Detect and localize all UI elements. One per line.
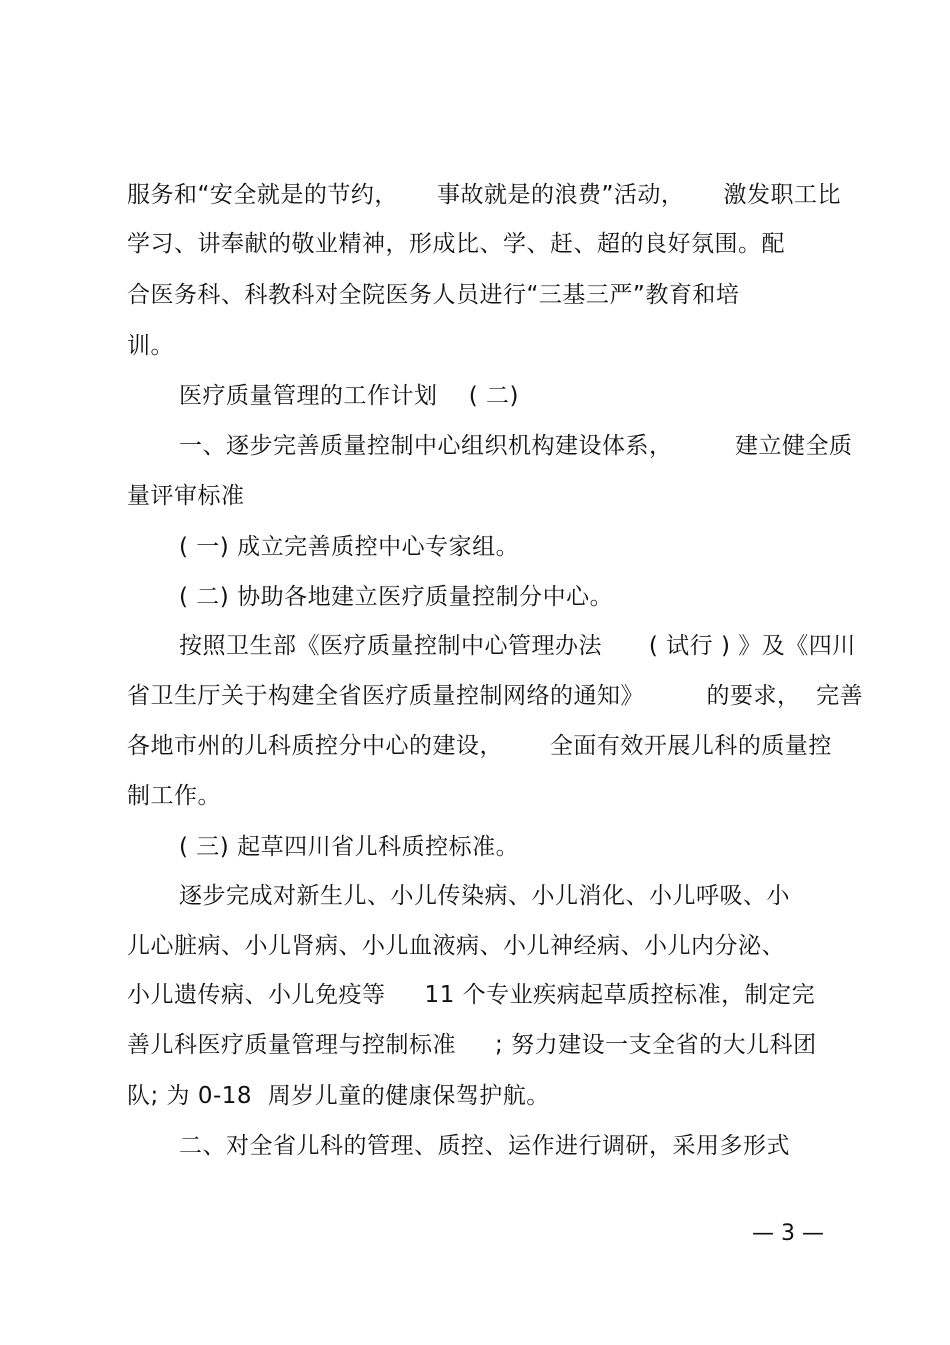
text-line-14: ( 三) 起草四川省儿科质控标准。	[179, 834, 520, 860]
text-line-4: 训。	[127, 333, 174, 359]
text-line-11: 省卫生厅关于构建全省医疗质量控制网络的通知》 的要求， 完善	[127, 683, 864, 709]
text-line-8: ( 一) 成立完善质控中心专家组。	[179, 534, 520, 560]
text-line-17: 小儿遗传病、小儿免疫等 11 个专业疾病起草质控标准，制定完	[127, 982, 816, 1008]
text-line-19: 队; 为 0-18 周岁儿童的健康保驾护航。	[127, 1083, 550, 1109]
section-heading: 医疗质量管理的工作计划 ( 二)	[179, 383, 520, 409]
text-line-18: 善儿科医疗质量管理与控制标准 ; 努力建设一支全省的大儿科团	[127, 1032, 817, 1058]
text-line-20: 二、对全省儿科的管理、质控、运作进行调研，采用多形式	[179, 1133, 790, 1159]
text-line-7: 量评审标准	[127, 483, 245, 509]
text-line-6: 一、逐步完善质量控制中心组织机构建设体系， 建立健全质	[179, 433, 853, 459]
text-line-16: 儿心脏病、小儿肾病、小儿血液病、小儿神经病、小儿内分泌、	[127, 933, 785, 959]
text-line-3: 合医务科、科教科对全院医务人员进行“三基三严”教育和培	[127, 282, 740, 308]
page-number: — 3 —	[752, 1221, 824, 1246]
text-line-1: 服务和“安全就是的节约， 事故就是的浪费”活动， 激发职工比	[127, 182, 841, 208]
text-line-13: 制工作。	[127, 783, 221, 809]
text-line-10: 按照卫生部《医疗质量控制中心管理办法 ( 试行 ) 》及《四川	[179, 633, 856, 659]
text-line-12: 各地市州的儿科质控分中心的建设， 全面有效开展儿科的质量控	[127, 733, 832, 759]
text-line-15: 逐步完成对新生儿、小儿传染病、小儿消化、小儿呼吸、小	[179, 883, 790, 909]
text-line-2: 学习、讲奉献的敬业精神，形成比、学、赶、超的良好氛围。配	[127, 231, 785, 257]
text-line-9: ( 二) 协助各地建立医疗质量控制分中心。	[179, 584, 614, 610]
